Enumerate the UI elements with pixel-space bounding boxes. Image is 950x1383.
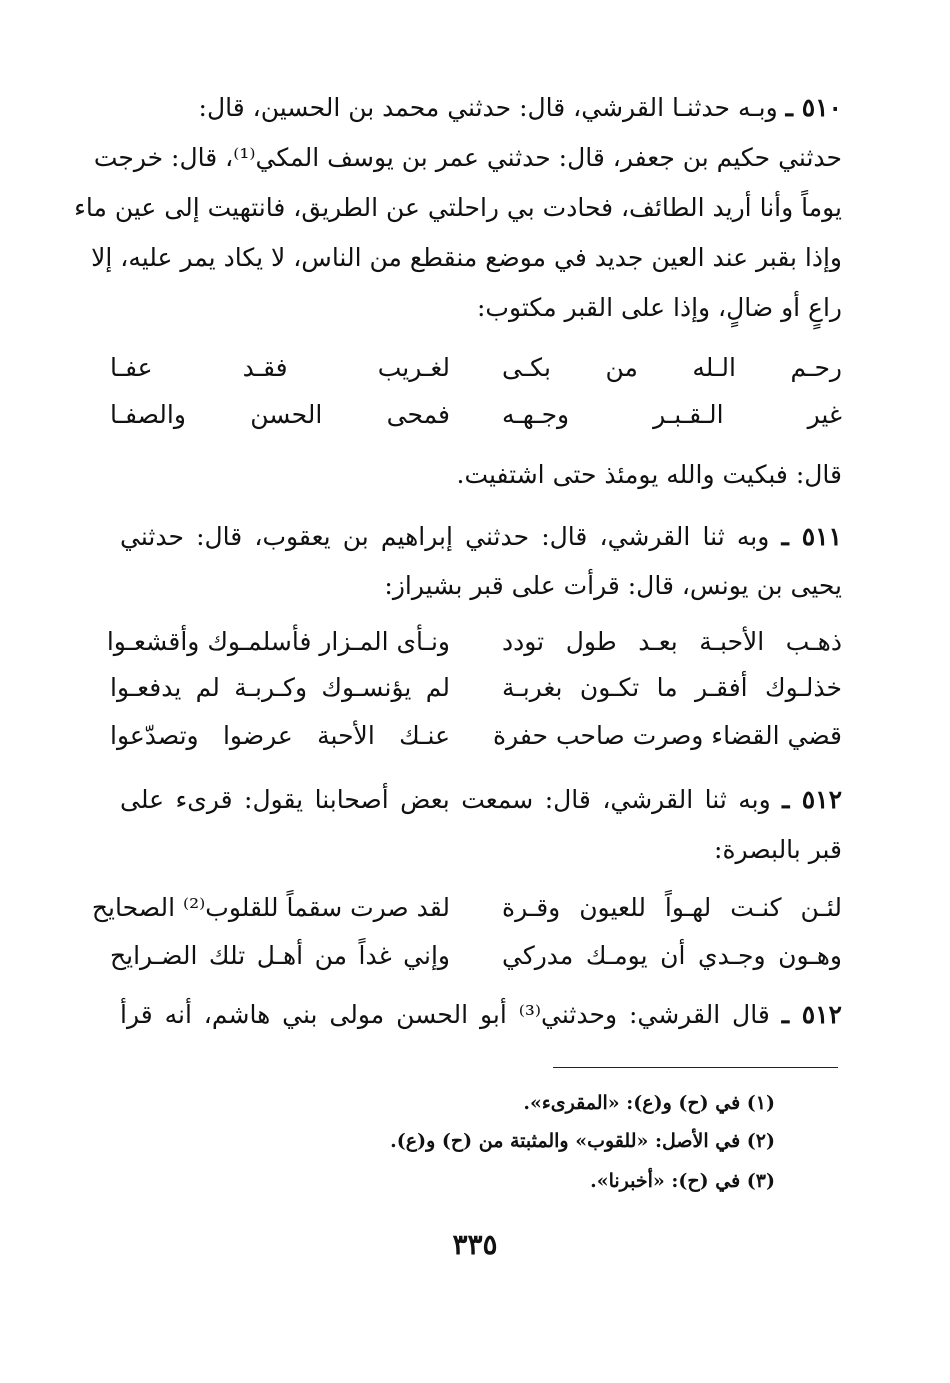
entry-512a-line-1: ٥١٢ ـ وبه ثنا القرشي، قال: سمعت بعض أصحابنا يقول: قرىء على — [120, 785, 843, 814]
entry-511-line-1: ٥١١ ـ وبه ثنا القرشي، قال: حدثني إبراهيم بن يعقوب، قال: حدثني — [120, 522, 842, 551]
verse-512-2a: وهـون وجـدي أن يومـك مدركي — [502, 941, 842, 970]
entry-512a-line-2: قبر بالبصرة: — [714, 835, 842, 864]
entry-512b-line-1: ٥١٢ ـ قال القرشي: وحدثني⁽³⁾ أبو الحسن مولى بني هاشم، أنه قرأ — [120, 1000, 842, 1029]
entry-510-line-1: ٥١٠ ـ وبـه حدثنـا القرشي، قال: حدثني محمد بن الحسين، قال: — [198, 93, 842, 122]
verse-511-1b: ونـأى المـزار فأسلمـوك وأقشعـوا — [106, 627, 450, 656]
footnote-1: (١) في (ح) و(ع): «المقرىء». — [523, 1092, 775, 1114]
verse-512-2b: وإني غداً من أهـل تلك الضـرايح — [110, 941, 450, 970]
verse-510-2b: فمحى الحسن والصفـا — [110, 400, 450, 429]
verse-510-1a: رحـم الـله من بكـى — [502, 353, 842, 382]
verse-511-3b: عنـك الأحبة عرضوا وتصدّعوا — [110, 721, 450, 750]
entry-510-number: ٥١٠ ـ — [785, 93, 842, 122]
footnote-divider — [553, 1067, 838, 1068]
entry-510-closing: قال: فبكيت والله يومئذ حتى اشتفيت. — [456, 460, 842, 489]
entry-510-line-3: يوماً وأنا أريد الطائف، فحادت بي راحلتي عن الطريق، فانتهيت إلى عين ماء — [74, 193, 842, 222]
footnote-3: (٣) في (ح): «أخبرنا». — [590, 1170, 775, 1192]
entry-510-line-4: وإذا بقبر عند العين جديد في موضع منقطع من الناس، لا يكاد يمر عليه، إلا — [91, 243, 842, 272]
entry-510-line-2: حدثني حكيم بن جعفر، قال: حدثني عمر بن يوسف المكي⁽¹⁾، قال: خرجت — [93, 143, 842, 172]
verse-511-2a: خذلـوك أفقـر ما تكـون بغربـة — [502, 673, 842, 702]
footnote-2: (٢) في الأصل: «للقوب» والمثبتة من (ح) و(ع). — [390, 1130, 775, 1152]
verse-512-1b: لقد صرت سقماً للقلوب⁽²⁾ الصحايح — [91, 893, 450, 922]
entry-511-line-2: يحيى بن يونس، قال: قرأت على قبر بشيراز: — [384, 571, 842, 600]
entry-511-number: ٥١١ ـ — [781, 522, 842, 551]
verse-510-1b: لغـريب فقـد عفـا — [110, 353, 450, 382]
verse-511-1a: ذهـب الأحبـة بعـد طول تودد — [502, 627, 842, 656]
verse-511-2b: لم يؤنسـوك وكـربـة لم يدفعـوا — [110, 673, 450, 702]
entry-512b-number: ٥١٢ ـ — [781, 1000, 842, 1029]
entry-510-line-5: راعٍ أو ضالٍ، وإذا على القبر مكتوب: — [476, 293, 842, 322]
entry-512a-number: ٥١٢ ـ — [782, 785, 843, 814]
verse-510-2a: غير الـقـبـر وجـهـه — [502, 400, 842, 429]
page-number: ٣٣٥ — [452, 1228, 498, 1261]
verse-512-1a: لئـن كنـت لهـواً للعيون وقـرة — [502, 893, 842, 922]
verse-511-3a: قضي القضاء وصرت صاحب حفرة — [493, 721, 842, 750]
